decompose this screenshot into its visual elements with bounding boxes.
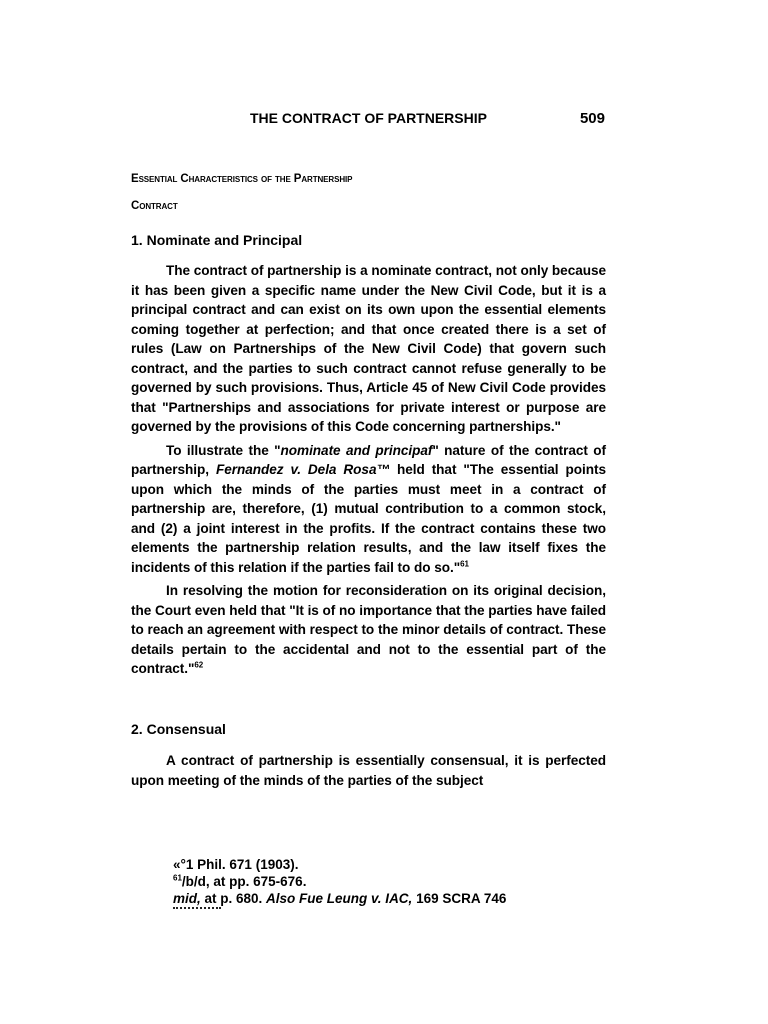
paragraph: The contract of partnership is a nominate contract, not only because it has been given a specific name under the New Civil Code, but it is a principal contract and can exist on its own upon the essential elements coming together at perfection; and that once created there is a set of rules (Law on Partnerships of the New Civil Code) that govern such contract, and the parties to such contract cannot refuse generally to be governed by such provisions. Thus, Article 45 of New Civil Code provides that "Partnerships and associations for private interest or purpose are governed by the provisions of this Code concerning partnerships." [131,263,606,434]
running-title: THE CONTRACT OF PARTNERSHIP [250,110,487,126]
text-run: " nature of the contract of partnership, [131,442,606,477]
footnote-text: /b/d, at pp. 675-676. [181,874,307,889]
body-text-1 [131,261,606,683]
body-text-2 [131,751,606,794]
section-heading-line-1: Essential Characteristics of the Partnership [131,173,353,185]
footnote-italic: Also Fue Leung v. IAC, [266,891,413,906]
footnote-text: 169 SCRA 746 [412,891,507,906]
paragraph [131,441,606,578]
text-run: To illustrate the " [166,442,281,458]
footnote-ref: 62 [194,660,204,670]
footnote [173,890,593,907]
section-heading [131,166,611,220]
footnote-ref: 61 [460,558,469,568]
case-name: Fernandez v. Dela Rosa™ [215,462,390,477]
subheading-number: 2. [131,721,143,737]
running-header [250,110,605,127]
subheading-1 [131,232,302,248]
footnote-text: at p. 680. [200,891,267,906]
footnote [173,873,593,890]
subheading-title: Consensual [146,721,226,737]
paragraph [131,581,606,679]
cropped-text-line [173,907,221,909]
cropped-footnote-fragment [173,907,221,911]
footnote-number: 61 [173,873,182,883]
paragraph: A contract of partnership is essentially consensual, it is perfected upon meeting of the minds of the parties of the subject [131,753,606,788]
page-number: 509 [579,110,605,127]
subheading-title: Nominate and Principal [146,232,303,248]
italic-text: nominate and principaf [280,442,433,458]
section-heading-line-2: Contract [131,200,178,212]
footnote: «°1 Phil. 671 (1903). [173,857,299,872]
footnotes [173,856,593,907]
subheading-2 [131,721,226,737]
text-run: held that "The essential points upon which the minds of the parties must meet in a contract of partnership are, therefore, (1) mutual contribution to a common stock, and (2) a joint interest in the profits. If the contract contains these two elements the partnership relation results, and the law itself fixes the incidents of this relation if the parties fail to do so." [131,462,606,575]
subheading-number: 1. [131,232,143,248]
text-run: In resolving the motion for reconsideration on its original decision, the Court even held that "It is of no importance that the parties have failed to reach an agreement with respect to the minor details of contract. These details pertain to the accidental and not to the essential part of the contract." [131,583,606,676]
footnote-italic: mid, [173,891,201,906]
